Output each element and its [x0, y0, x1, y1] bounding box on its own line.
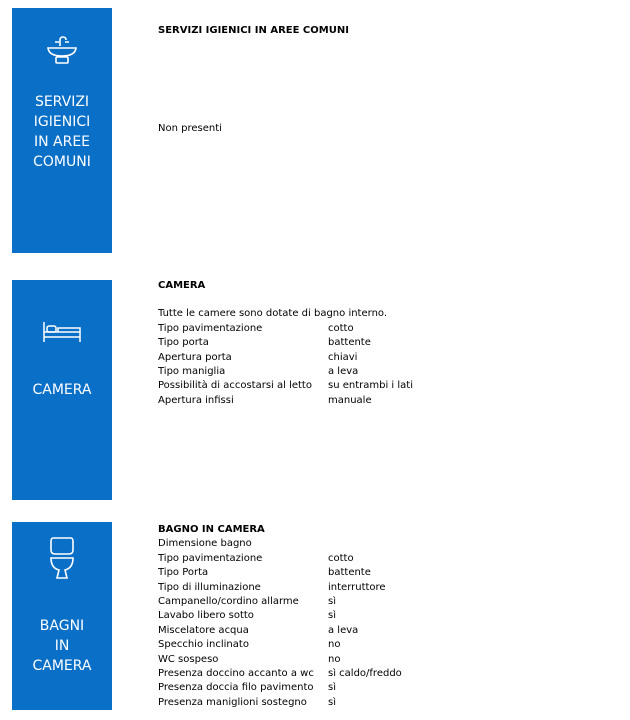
row-key: Tipo Porta — [158, 567, 209, 579]
section-intro: Tutte le camere sono dotate di bagno interno. — [158, 308, 388, 320]
row-value: sì caldo/freddo — [328, 668, 402, 680]
row-key: Possibilità di accostarsi al letto — [158, 380, 312, 392]
table-row — [158, 566, 402, 580]
row-key: Dimensione bagno — [158, 538, 252, 550]
section-banner-label: BAGNI IN CAMERA — [32, 618, 92, 674]
section-title: SERVIZI IGIENICI IN AREE COMUNI — [158, 25, 349, 36]
row-key: Tipo pavimentazione — [158, 322, 263, 334]
row-value: su entrambi i lati — [328, 380, 413, 392]
section-content-servizi-igienici — [158, 24, 349, 137]
row-value: battente — [328, 567, 371, 579]
row-key: Lavabo libero sotto — [158, 610, 254, 622]
row-key: Tipo porta — [158, 337, 209, 349]
table-row — [158, 609, 402, 623]
row-key: WC sospeso — [158, 653, 219, 665]
table-row — [158, 322, 413, 336]
section-title: CAMERA — [158, 280, 206, 291]
section-banner-label: CAMERA — [32, 382, 92, 398]
section-banner-servizi-igienici — [12, 8, 112, 253]
bed-icon — [12, 320, 112, 344]
section-banner-camera — [12, 280, 112, 500]
row-value: sì — [328, 682, 336, 694]
section-content-bagni — [158, 523, 402, 710]
table-row — [158, 351, 413, 365]
table-row — [158, 379, 413, 393]
table-row — [158, 638, 402, 652]
row-key: Tipo pavimentazione — [158, 552, 263, 564]
table-row — [158, 696, 402, 710]
row-value: cotto — [328, 552, 354, 564]
row-value: sì — [328, 596, 336, 608]
row-value: no — [328, 653, 341, 665]
table-row — [158, 581, 402, 595]
table-row — [158, 365, 413, 379]
table-row — [158, 595, 402, 609]
section-content-camera — [158, 279, 413, 408]
row-key: Apertura infissi — [158, 394, 234, 406]
section-banner-label: SERVIZI IGIENICI IN AREE COMUNI — [33, 94, 91, 170]
section-note: Non presenti — [158, 123, 222, 135]
row-key: Specchio inclinato — [158, 639, 249, 651]
table-row — [158, 681, 402, 695]
table-row — [158, 336, 413, 350]
row-value: sì — [328, 696, 336, 708]
row-value: cotto — [328, 322, 354, 334]
table-row — [158, 394, 413, 408]
row-value: no — [328, 639, 341, 651]
table-row — [158, 653, 402, 667]
row-key: Presenza doccia filo pavimento — [158, 682, 314, 694]
row-key: Miscelatore acqua — [158, 624, 249, 636]
row-value: battente — [328, 337, 371, 349]
table-row — [158, 667, 402, 681]
row-key: Tipo di illuminazione — [158, 581, 261, 593]
row-key: Presenza doccino accanto a wc — [158, 668, 314, 680]
row-value: interruttore — [328, 581, 386, 593]
row-value: chiavi — [328, 351, 358, 363]
row-value: a leva — [328, 624, 359, 636]
row-key: Apertura porta — [158, 351, 232, 363]
row-key: Tipo maniglia — [158, 366, 226, 378]
toilet-icon — [12, 536, 112, 580]
row-value: a leva — [328, 366, 359, 378]
row-value: sì — [328, 610, 336, 622]
row-key: Campanello/cordino allarme — [158, 596, 299, 608]
section-banner-bagni — [12, 522, 112, 710]
section-title: BAGNO IN CAMERA — [158, 524, 265, 535]
table-row — [158, 537, 402, 551]
row-value: manuale — [328, 394, 372, 406]
table-row — [158, 552, 402, 566]
table-row — [158, 624, 402, 638]
row-key: Presenza maniglioni sostegno — [158, 696, 307, 708]
sink-icon — [12, 36, 112, 66]
